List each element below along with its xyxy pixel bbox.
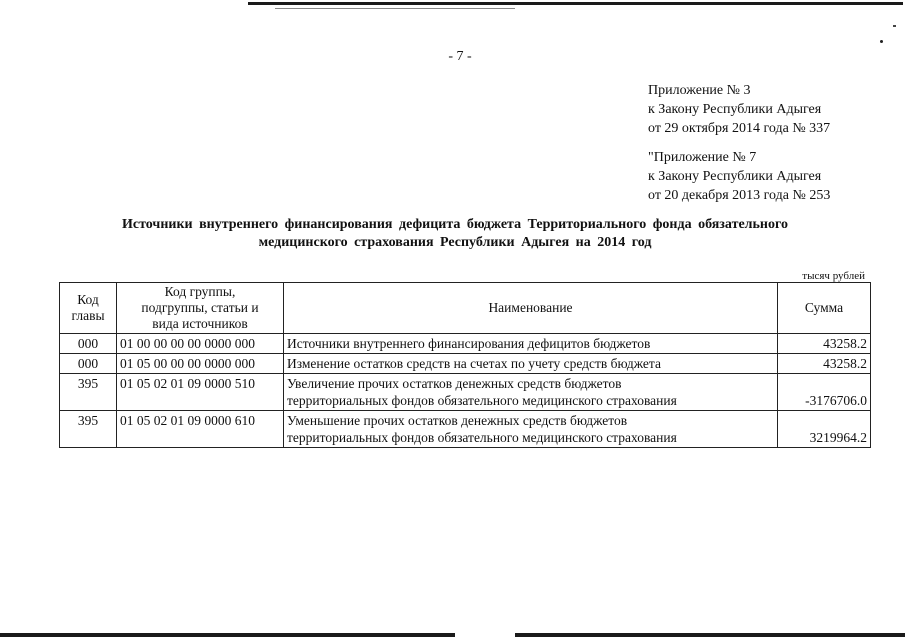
- scan-edge-top: [248, 2, 903, 5]
- appendix-reference-current: [648, 81, 830, 138]
- scan-edge-bottom: [0, 633, 905, 637]
- header-name: Наименование: [284, 283, 778, 334]
- appendix-reference-original: [648, 148, 830, 205]
- cell-code: 000: [60, 354, 117, 374]
- units-label: тысяч рублей: [802, 270, 865, 282]
- cell-sum: -3176706.0: [778, 374, 871, 411]
- appendix-line: "Приложение № 7: [648, 150, 757, 165]
- cell-group-code: 01 00 00 00 00 0000 000: [117, 334, 284, 354]
- page-number: - 7 -: [448, 49, 472, 64]
- cell-sum: 3219964.2: [778, 411, 871, 448]
- scan-speck: [880, 40, 883, 43]
- cell-name: Изменение остатков средств на счетах по учету средств бюджета: [284, 354, 778, 374]
- header-code: Код главы: [60, 283, 117, 334]
- cell-code: 395: [60, 411, 117, 448]
- table-header-row: [60, 283, 871, 334]
- cell-code: 000: [60, 334, 117, 354]
- title-line: медицинского страхования Республики Адыгея на 2014 год: [258, 235, 652, 250]
- cell-group-code: 01 05 02 01 09 0000 610: [117, 411, 284, 448]
- document-title: [80, 216, 830, 252]
- table-row: [60, 334, 871, 354]
- cell-group-code: 01 05 00 00 00 0000 000: [117, 354, 284, 374]
- appendix-line: Приложение № 3: [648, 83, 751, 98]
- cell-sum: 43258.2: [778, 354, 871, 374]
- cell-name: Уменьшение прочих остатков денежных средств бюджетов территориальных фондов обязательного медицинского страхования: [284, 411, 778, 448]
- header-sum: Сумма: [778, 283, 871, 334]
- appendix-line: от 20 декабря 2013 года № 253: [648, 188, 831, 203]
- table-row: [60, 354, 871, 374]
- scan-edge-top-thin: [275, 8, 515, 9]
- cell-sum: 43258.2: [778, 334, 871, 354]
- header-group-code: Код группы, подгруппы, статьи и вида источников: [117, 283, 284, 334]
- cell-name: Источники внутреннего финансирования дефицитов бюджетов: [284, 334, 778, 354]
- appendix-line: от 29 октября 2014 года № 337: [648, 121, 831, 136]
- cell-name: Увеличение прочих остатков денежных средств бюджетов территориальных фондов обязательного медицинского страхования: [284, 374, 778, 411]
- appendix-line: к Закону Республики Адыгея: [648, 169, 822, 184]
- cell-group-code: 01 05 02 01 09 0000 510: [117, 374, 284, 411]
- appendix-line: к Закону Республики Адыгея: [648, 102, 822, 117]
- scan-edge-bottom-gap: [455, 633, 515, 637]
- financing-sources-table: [59, 282, 871, 448]
- title-line: Источники внутреннего финансирования дефицита бюджета Территориального фонда обязательного: [121, 217, 788, 232]
- scan-speck: [893, 25, 896, 27]
- table-row: [60, 411, 871, 448]
- table-row: [60, 374, 871, 411]
- cell-code: 395: [60, 374, 117, 411]
